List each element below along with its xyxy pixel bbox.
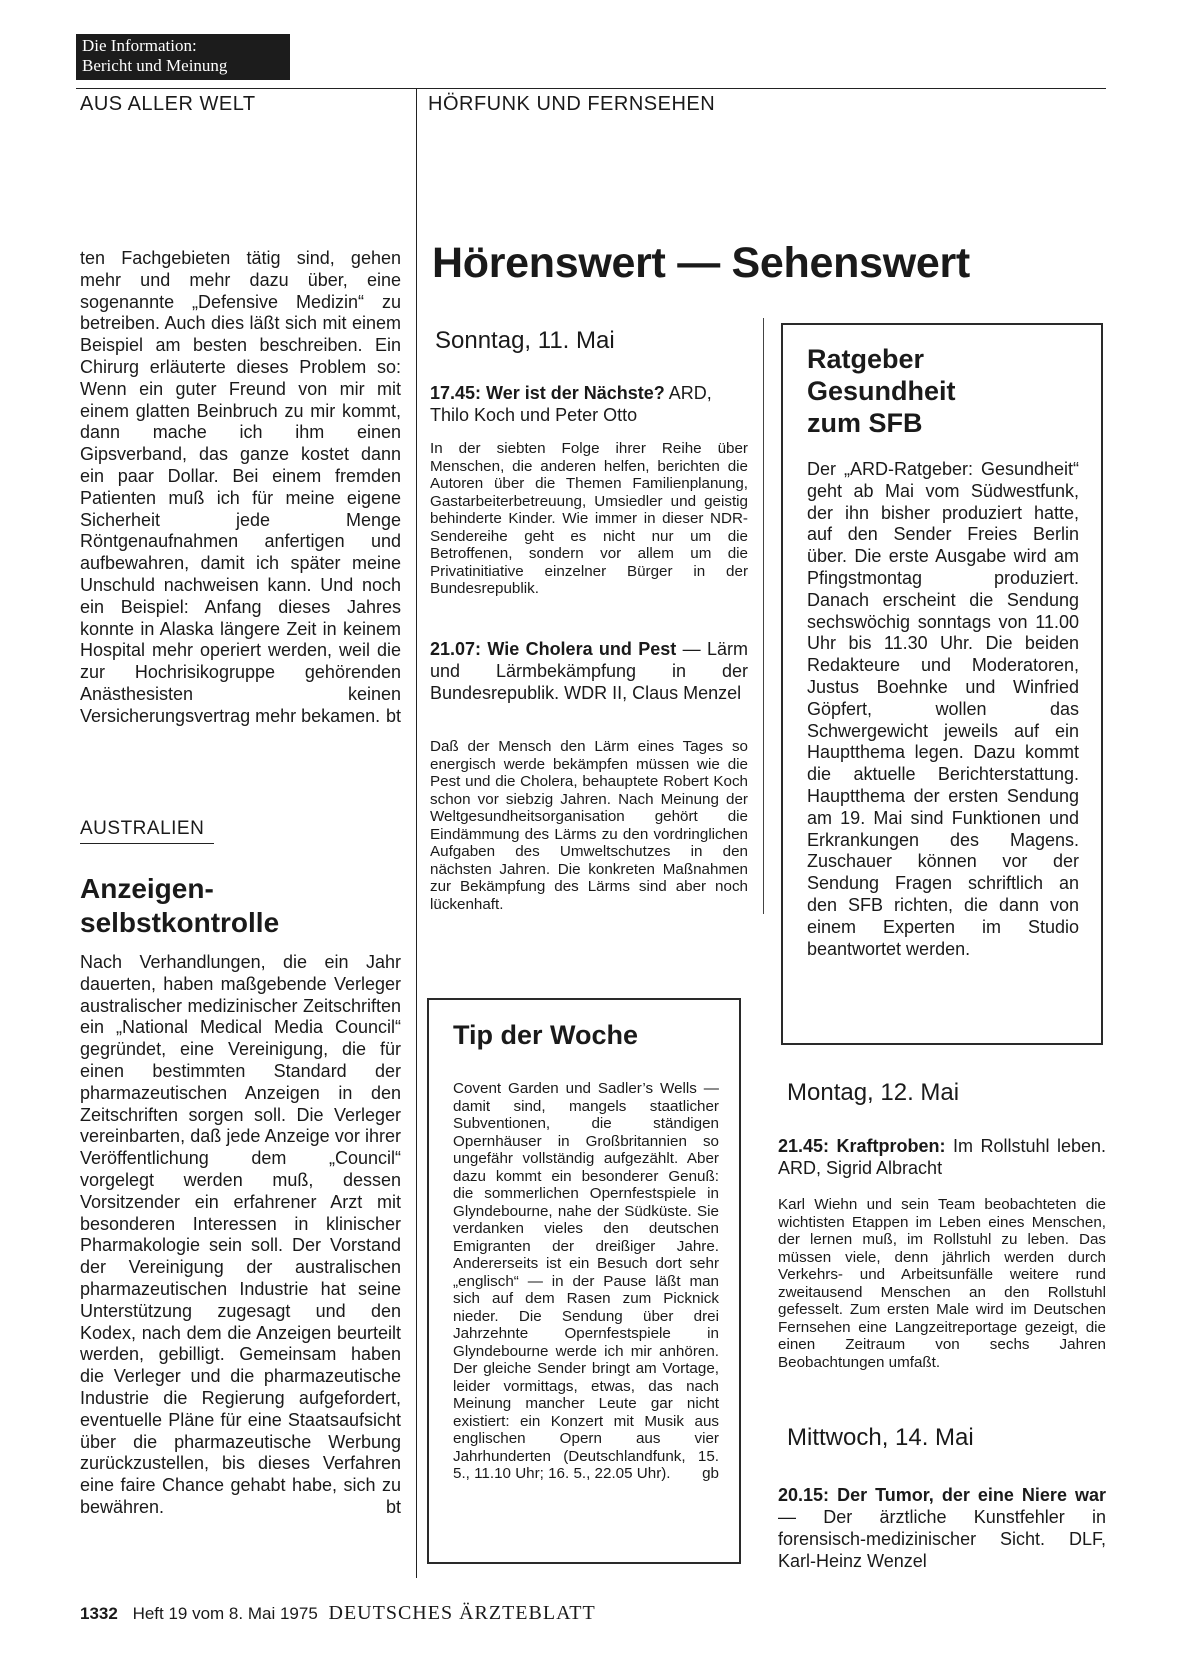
monday-item-title: 21.45: Kraftproben: [778,1136,946,1156]
sunday-item1-heading [430,382,748,426]
continuation-author: bt [385,705,401,726]
ratgeber-box-title [807,343,956,439]
main-headline: Hörenswert — Sehenswert [432,239,970,287]
australia-article-text: Nach Verhandlungen, die ein Jahr dauerten, haben maßgebende Verleger australischer medizinischer Zeitschriften ein „National Medical Media Council“ gegründet, eine Vereinigung, die für einen bestimmten Standard der pharmazeutischen Anzeigen in den Zeitschriften sorgen soll. Die Verleger vereinbarten, daß jede Anzeige vor ihrer Veröffentlichung dem „Council“ vorgelegt werden muß, dessen Vorsitzender ein erfahrener Arzt mit besonderen Interessen in klinischer Pharmakologie sein soll. Der Vorstand der Vereinigung der australischen pharmazeutischen Industrie hat seine Unterstützung zugesagt und den Kodex, nach dem die Anzeigen beurteilt werden, gebilligt. Gemeinsam haben die Verleger und die pharmazeutische Industrie die Regierung aufgefordert, eventuelle Pläne für eine Staatsaufsicht über die pharmazeutische Werbung zurückzustellen, bis dieses Verfahren eine faire Chance gehabt habe, sich zu bewähren. [80,952,401,1517]
subheadline [80,872,401,940]
page-number: 1332 [80,1604,118,1623]
wednesday-item-title: 20.15: Der Tumor, der eine Niere war [778,1485,1106,1505]
inner-column-rule [763,318,764,914]
ratgeber-title-line2: Gesundheit [807,376,956,406]
sunday-item2-meta: — Lärm und Lärmbekämpfung in der Bundesrepublik. WDR II, Claus Menzel [430,639,748,703]
section-badge-line1: Die Information: [82,36,197,55]
ratgeber-box-text: Der „ARD-Ratgeber: Gesundheit“ geht ab Mai vom Südwestfunk, der ihn bisher produziert hatte, auf den Sender Freies Berlin über. Die erste Ausgabe wird am Pfingstmontag produziert. Danach erscheint die Sendung sechswöchig sonntags von 11.00 Uhr bis 11.30 Uhr. Die beiden Redakteure und Moderatoren, Justus Boehnke und Winfried Göpfert, wollen das Schwergewicht jeweils auf ein Hauptthema legen. Dazu kommt die aktuelle Berichterstattung. Hauptthema der ersten Sendung am 19. Mai sind Funktionen und Erkrankungen des Magens. Zuschauer können vor der Sendung Fragen schriftlich an den SFB richten, die dann von einem Experten im Studio beantwortet werden. [807,459,1079,959]
ratgeber-title-line3: zum SFB [807,408,923,438]
wednesday-item [778,1484,1106,1572]
ratgeber-title-line1: Ratgeber [807,344,925,374]
sunday-date: Sonntag, 11. Mai [435,327,615,354]
wednesday-item-meta: — Der ärztliche Kunstfehler in forensisch-medizinischer Sicht. DLF, Karl-Heinz Wenzel [778,1507,1106,1571]
australia-article [80,952,401,1519]
subheadline-line1: Anzeigen- [80,873,214,904]
left-section-label: AUS ALLER WELT [80,93,256,115]
tip-box [427,998,741,1564]
sunday-item2-heading [430,638,748,704]
region-label: AUSTRALIEN [80,818,205,839]
tip-box-author: gb [702,1465,719,1482]
tip-box-text: Covent Garden und Sadler’s Wells — damit sind, mangels staatlicher Subventionen, die ständigen Opernhäuser in Großbritannien so ungefähr vollständig aufgezählt. Aber dazu kommt ein besonderer Genuß: die sommerlichen Opernfestspiele in Glyndebourne, nahe der Südküste. Sie verdanken vieles den deutschen Emigranten der dreißiger Jahre. Andererseits ist ein Besuch dort sehr „englisch“ — in der Pause läßt man sich auf dem Rasen zum Picknick nieder. Die Sendung über drei Jahrzehnte Opernfestspiele in Glyndebourne werde ich mir anhören. Der gleiche Sender bringt am Vortage, leider vormittags, etwas, das nach Meinung mancher Leute gar nicht existiert: ein Konzert mit Musik aus englischen Opern aus vier Jahrhunderten (Deutschlandfunk, 15. 5., 11.10 Uhr; 16. 5., 22.05 Uhr). [453,1080,719,1482]
top-rule [76,88,1106,89]
continuation-article [80,248,401,728]
monday-item-heading [778,1135,1106,1179]
ratgeber-box [781,323,1103,1045]
tip-box-title: Tip der Woche [453,1020,639,1050]
sunday-item1-title: 17.45: Wer ist der Nächste? [430,383,665,403]
section-badge [76,34,290,80]
issue-info: Heft 19 vom 8. Mai 1975 [132,1604,318,1623]
journal-name: DEUTSCHES ÄRZTEBLATT [328,1602,596,1624]
continuation-text: ten Fachgebieten tätig sind, gehen mehr und mehr dazu über, eine sogenannte „Defensive Medizin“ zu betreiben. Auch dies läßt sich mit einem Beispiel am besten beschreiben. Ein Chirurg erläuterte dieses Problem so: Wenn ein guter Freund von mir mit einem glatten Beinbruch zu mir kommt, dann mache ich ihm einen Gipsverband, das ganze kostet dann ein paar Dollar. Bei einem fremden Patienten muß ich für meine eigene Sicherheit jede Menge Röntgenaufnahmen anfertigen und aufbewahren, damit ich später meine Unschuld nachweisen kann. Und noch ein Beispiel: Anfang dieses Jahres konnte in Alaska längere Zeit in keinem Hospital mehr operiert werden, weil die zur Hochrisikogruppe gehörenden Anästhesisten keinen Versicherungsvertrag mehr bekamen. [80,248,401,726]
tip-box-body [453,1080,719,1483]
monday-item-text: Karl Wiehn und sein Team beobachteten die wichtisten Etappen im Leben eines Menschen, der lernen muß, im Rollstuhl zu leben. Das müssen viele, denn jährlich werden durch Verkehrs- und Arbeitsunfälle weitere rund zweitausend Menschen an den Rollstuhl gefesselt. Zum ersten Male wird im Deutschen Fernsehen eine Langzeitreportage gezeigt, die einen Zeitraum von sechs Jahren Beobachtungen umfaßt. [778,1196,1106,1371]
subheadline-line2: selbstkontrolle [80,907,280,938]
sunday-item1-meta: ARD, Thilo Koch und Peter Otto [430,383,712,425]
monday-date: Montag, 12. Mai [787,1079,960,1106]
region-label-underline [80,843,214,844]
column-divider [416,88,417,1578]
wednesday-date: Mittwoch, 14. Mai [787,1424,974,1451]
monday-item-meta: Im Rollstuhl leben. ARD, Sigrid Albracht [778,1136,1106,1178]
sunday-item1-text: In der siebten Folge ihrer Reihe über Menschen, die anderen helfen, berichten die Autoren über die Themen Familienplanung, Gastarbeiterbetreuung, Umsiedler und geistig behinderte Kinder. Wie immer in dieser NDR-Sendereihe geht es nicht nur um die Betroffenen, sondern vor allem um die Privatinitiative einzelner Bürger in der Bundesrepublik. [430,440,748,597]
sunday-item2-title: 21.07: Wie Cholera und Pest [430,639,677,659]
page-footer [80,1602,596,1625]
right-section-label: HÖRFUNK UND FERNSEHEN [428,93,716,115]
section-badge-line2: Bericht und Meinung [82,56,228,75]
australia-article-author: bt [385,1496,401,1517]
sunday-item2-text: Daß der Mensch den Lärm eines Tages so energisch werde bekämpfen müssen wie die Pest und die Cholera, behauptete Robert Koch schon vor siebzig Jahren. Nach Meinung der Weltgesundheitsorganisation gehört die Eindämmung des Lärms zu den vordringlichen Aufgaben des Umweltschutzes in den nächsten Jahren. Die konkreten Maßnahmen zur Bekämpfung des Lärms sind aber noch lückenhaft. [430,738,748,913]
